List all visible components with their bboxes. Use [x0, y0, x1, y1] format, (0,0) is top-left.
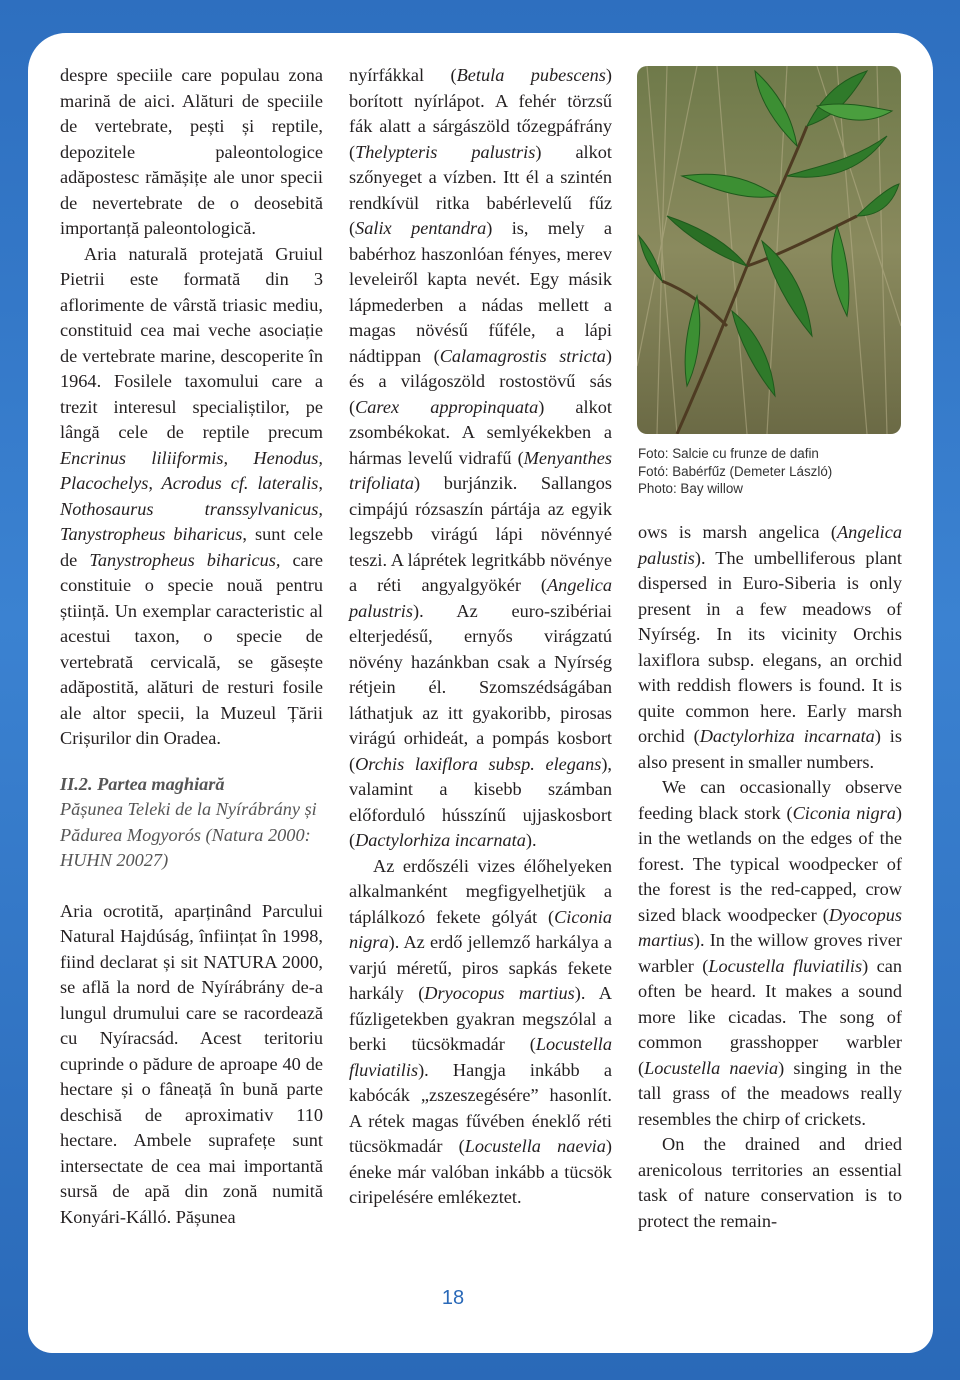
paragraph — [349, 63, 612, 854]
text-run-italic: Ciconia nigra — [792, 802, 896, 823]
column-romanian — [60, 63, 323, 1230]
text-run-italic: Dactylorhiza incarnata — [699, 726, 875, 746]
text-run-italic: Locustella naevia — [644, 1057, 779, 1078]
page-number: 18 — [428, 1269, 478, 1319]
willow-leaves-photo — [637, 66, 901, 434]
text-run-italic: Locustella fluviatilis — [349, 1034, 612, 1080]
text-run-italic: Tanystropheus biharicus, — [89, 549, 281, 570]
page — [28, 33, 933, 1353]
caption-line: Photo: Bay willow — [638, 481, 743, 496]
text-run: nyírfákkal ( — [349, 65, 457, 85]
text-run-italic: Dyocopus martius — [638, 904, 902, 950]
text-run: ). — [525, 830, 537, 850]
text-run-italic: Dryocopus martius — [424, 983, 575, 1003]
text-run: ) is, mely a babérhoz haszonlóan fényes, merev leveleiről kapta nevét. Egy másik lápmederben a nádas mellett a magas növésű fűféle, a lápi nádtippan ( — [349, 218, 612, 366]
text-run: ) alkot szőnyeget a vízben. Itt él a szintén rendkívül ritka babérlevelű fűz ( — [349, 141, 612, 238]
text-run-italic: Carex appropinquata — [355, 396, 539, 417]
text-run: ). Az euro-szibériai elterjedésű, ernyős virágzatú növény hazánkban csak a Nyírség rétjein él. Szomszédságában láthatjuk az itt gyakoribb, pirosas virágú orhideát, a pompás kosbort ( — [349, 600, 612, 774]
text-run-italic: Orchis laxiflora subsp. elegans — [355, 753, 602, 774]
text-run: ). The umbelliferous plant dispersed in Euro-Siberia is only present in a few meadows of Nyírség. In its vicinity Orchis laxiflora subsp. elegans, an orchid with reddish flowers is found. It is quite common here. Early marsh orchid ( — [638, 547, 902, 746]
text-run-italic: Salix pentandra — [355, 218, 487, 238]
column-english — [638, 520, 902, 1234]
caption-line: Foto: Salcie cu frunze de dafin — [638, 446, 819, 461]
text-run-italic: Locustella fluviatilis — [708, 955, 863, 976]
text-run: ). In the willow groves river warbler ( — [638, 930, 902, 976]
paragraph: despre speciile care populau zona marină de aici. Alături de speciile de vertebrate, pești și reptile, depozitele paleontologice adăpostesc rămășițe ale unor specii de nevertebrate de o deosebită importanță paleontologică. — [60, 65, 323, 238]
text-run: We can occasionally observe feeding black stork ( — [638, 777, 902, 823]
section-subheading: Pășunea Teleki de la Nyírábrány și Pădurea Mogyorós (Natura 2000: HUHN 20027) — [60, 799, 317, 870]
text-run: ) éneke már valóban inkább a tücsök ciripelésére emlékeztet. — [349, 1136, 612, 1207]
text-run-italic: Angelica palustis — [638, 522, 902, 568]
paragraph — [638, 775, 902, 1132]
text-run: ) is also present in smaller numbers. — [638, 726, 902, 772]
text-run: ) burjánzik. Sallangos cimpájú rózsaszín pártája az egyik legszebb virágú lápi növénnyé teszi. A láprétek legritkább növénye a réti angyalgyökér ( — [349, 473, 612, 595]
text-run-italic: Menyanthes trifoliata — [349, 447, 612, 493]
text-run: ows is marsh angelica ( — [638, 522, 838, 542]
text-run-italic: Dactylorhiza incarnata — [355, 830, 526, 850]
text-run: ). A fűzligetekben gyakran megszólal a berki tücsökmadár ( — [349, 983, 613, 1054]
photo-caption — [638, 445, 908, 498]
column-hungarian — [349, 63, 612, 1211]
caption-line: Fotó: Babérfűz (Demeter László) — [638, 463, 833, 479]
text-run: ) singing in the tall grass of the meadows really resembles the chirp of crickets. — [638, 1057, 902, 1129]
paragraph: On the drained and dried arenicolous territories an essential task of nature conservation is to protect the remain- — [638, 1134, 902, 1231]
text-run-italic: Angelica palustris — [349, 575, 612, 621]
text-run: Aria naturală protejată Gruiul Pietrii este formată din 3 aflorimente de vârstă triasic mediu, constituid cea mai veche asociație de vertebrate marine, descoperite în 1964. Fosilele taxomului care a trezit interesul specialiștilor, pe lângă cele de reptile precum — [60, 243, 323, 442]
text-run: ). Az erdő jellemző harkálya a varjú méretű, piros sapkás fekete harkály ( — [349, 932, 612, 1003]
paragraph — [349, 854, 612, 1211]
paragraph: Aria ocrotită, aparținând Parcului Natural Hajdúság, înființat în 1998, fiind declarat și sit NATURA 2000, se află la nord de Nyírábrány de-a lungul drumului care se racordează cu Nyíracsád. Acest teritoriu cuprinde o pădure de aproape 40 de hectare și o fâneață în bună parte deschisă de aproximativ 110 hectare. Ambele suprafețe sunt intersectate de cea mai importantă sursă de apă din zonă numită Konyári-Kálló. Pășunea — [60, 900, 323, 1227]
text-run-italic: Encrinus liliiformis, Henodus, Placochelys, Acrodus cf. — [60, 447, 323, 493]
text-run-italic: Thelypteris palustris — [355, 141, 536, 162]
text-run: ). Hangja inkább a kabócák „zszeszegésére” hasonlít. A rétek magas fűvében éneklő réti tücsökmadár ( — [349, 1059, 612, 1156]
text-run-italic: Ciconia nigra — [349, 906, 612, 952]
text-run-italic: Calamagrostis stricta — [439, 345, 606, 366]
text-run: Az erdőszéli vizes élőhelyeken alkalmanként megfigyelhetjük a táplálkozó fekete gólyát ( — [349, 855, 612, 927]
paragraph — [60, 242, 323, 752]
text-run: , sunt cele de — [60, 524, 323, 570]
bay-willow-photo — [637, 66, 901, 434]
text-run: ), valamint a kisebb számban előforduló hússzínű ujjaskosbort ( — [349, 753, 612, 850]
text-run: care constituie o specie nouă pentru știință. Un exemplar caracteristic al acestui taxon, o specie de vertebrată cervicală, se găsește adăpostită, alături de resturi fosile ale altor specii, la Muzeul Țării Crișurilor din Oradea. — [60, 549, 323, 748]
text-run-italic: Locustella naevia — [464, 1136, 606, 1156]
text-run: ) alkot zsombékokat. A semlyékekben a hármas levelű vidrafű ( — [349, 396, 612, 468]
text-run: ) és a világoszöld rostostövű sás ( — [349, 345, 613, 417]
section-heading: II.2. Partea maghiară — [60, 773, 225, 794]
text-run: ) can often be heard. It makes a sound more like cicadas. The song of common grasshopper warbler ( — [638, 955, 902, 1078]
text-run-italic: Betula pubescens — [456, 65, 606, 85]
text-run: ) borított nyírlápot. A fehér törzsű fák alatt a sárgászöld tőzegpáfrány ( — [349, 65, 612, 162]
text-run: lateralis, Nothosaurus transsylvanicus, Tanystropheus biharicus — [60, 473, 323, 544]
text-run: ) in the wetlands on the edges of the forest. The typical woodpecker of the forest is the red-capped, crow sized black woodpecker ( — [638, 802, 902, 925]
paragraph — [638, 520, 902, 775]
